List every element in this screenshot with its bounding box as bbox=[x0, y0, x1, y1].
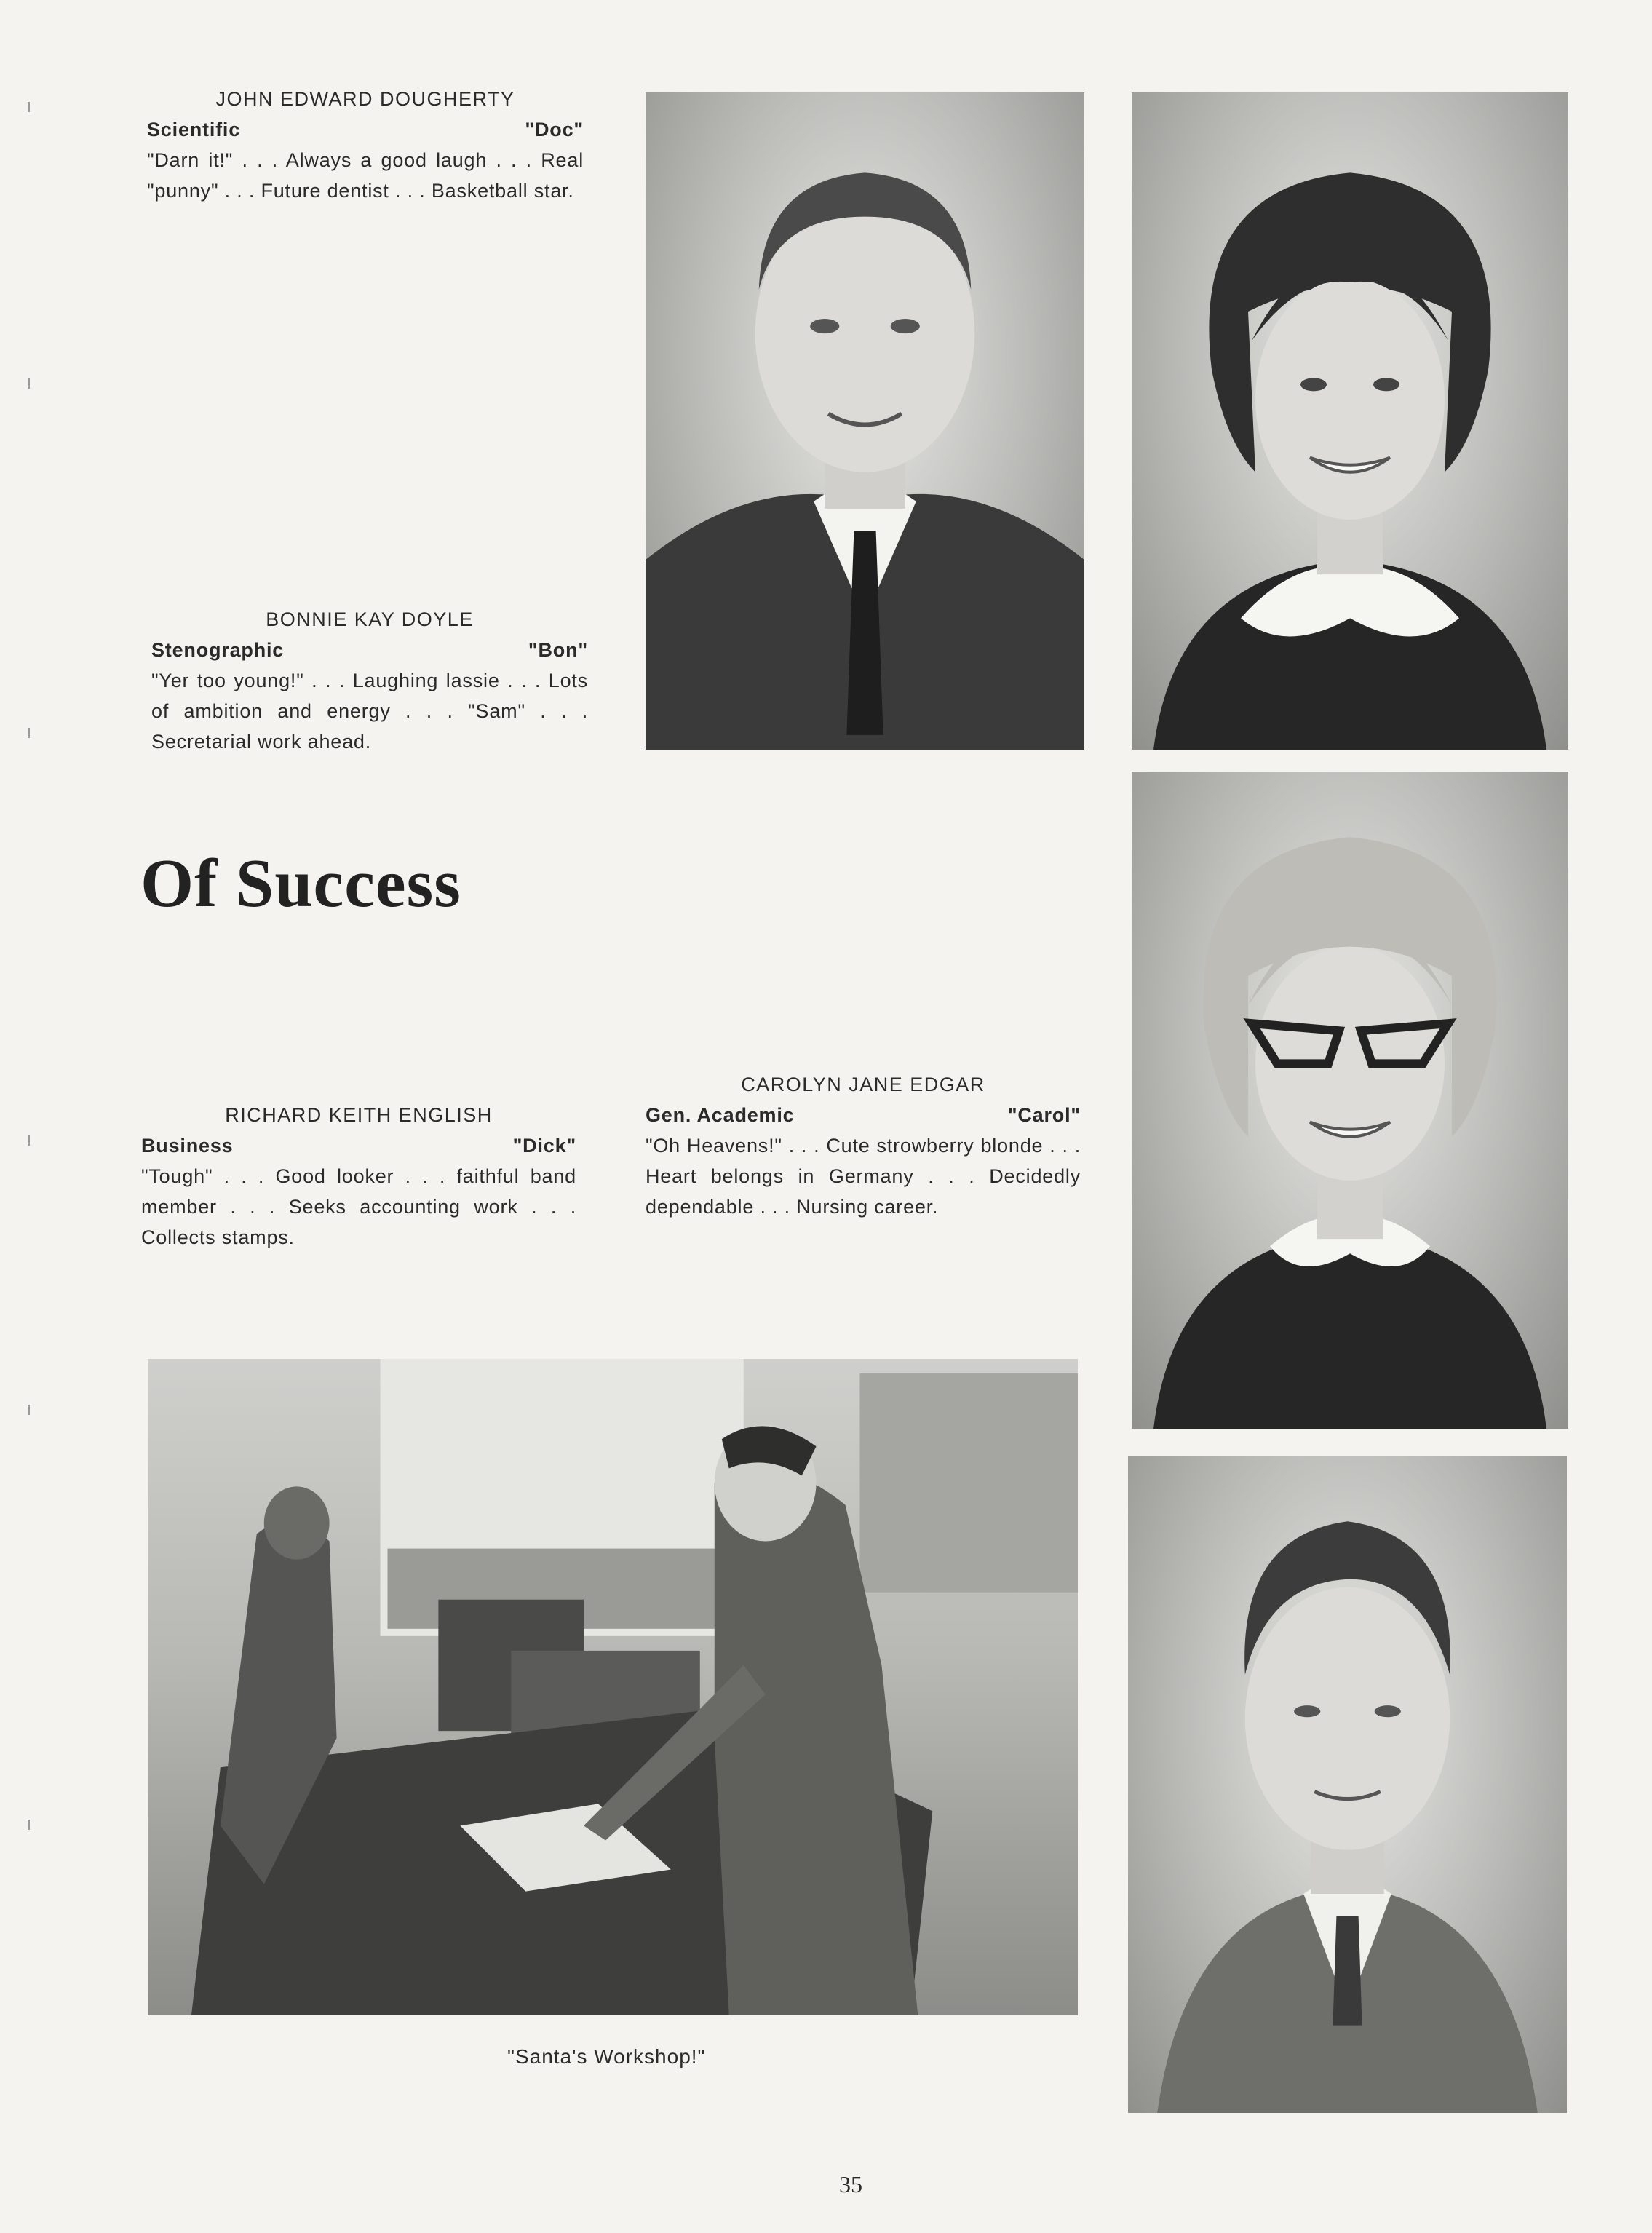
margin-mark bbox=[28, 1820, 30, 1830]
student-description: "Tough" . . . Good looker . . . faithful band member . . . Seeks accounting work . . . Collects stamps. bbox=[141, 1165, 576, 1248]
student-description: "Oh Heavens!" . . . Cute strowberry blonde . . . Heart belongs in Germany . . . Decidedly dependable . . . Nursing career. bbox=[646, 1135, 1081, 1218]
student-name: BONNIE KAY DOYLE bbox=[266, 608, 474, 630]
portrait-photo-english bbox=[1128, 1456, 1567, 2113]
course-row bbox=[151, 635, 588, 665]
margin-mark bbox=[28, 1405, 30, 1415]
student-name: CAROLYN JANE EDGAR bbox=[741, 1074, 985, 1095]
course-row bbox=[646, 1100, 1081, 1130]
page-heading: Of Success bbox=[140, 846, 461, 921]
student-course: Business bbox=[141, 1135, 234, 1157]
student-description: "Darn it!" . . . Always a good laugh . . . Real "punny" . . . Future dentist . . . Basketball star. bbox=[147, 149, 584, 202]
student-course: Scientific bbox=[147, 119, 241, 140]
margin-mark bbox=[28, 378, 30, 389]
portrait-photo-doyle bbox=[1132, 92, 1568, 750]
student-name: RICHARD KEITH ENGLISH bbox=[225, 1104, 493, 1126]
student-nickname: "Carol" bbox=[1007, 1104, 1081, 1126]
course-row bbox=[147, 114, 584, 145]
portrait-photo-dougherty bbox=[646, 92, 1084, 750]
margin-mark bbox=[28, 102, 30, 112]
student-name: JOHN EDWARD DOUGHERTY bbox=[215, 88, 515, 110]
student-nickname: "Dick" bbox=[512, 1135, 576, 1157]
course-row bbox=[141, 1130, 576, 1161]
student-course: Stenographic bbox=[151, 639, 285, 661]
portrait-photo-edgar bbox=[1132, 772, 1568, 1429]
student-entry-dougherty bbox=[147, 84, 584, 206]
margin-mark bbox=[28, 1135, 30, 1146]
student-description: "Yer too young!" . . . Laughing lassie . . . Lots of ambition and energy . . . "Sam" . . . Secretarial work ahead. bbox=[151, 670, 588, 753]
page-number: 35 bbox=[839, 2171, 862, 2197]
student-entry-doyle bbox=[151, 604, 588, 757]
workshop-photo bbox=[148, 1359, 1078, 2015]
student-entry-english bbox=[141, 1100, 576, 1253]
student-nickname: "Doc" bbox=[525, 119, 584, 140]
student-nickname: "Bon" bbox=[528, 639, 588, 661]
margin-mark bbox=[28, 728, 30, 738]
photo-caption: "Santa's Workshop!" bbox=[507, 2045, 706, 2068]
student-entry-edgar bbox=[646, 1069, 1081, 1222]
student-course: Gen. Academic bbox=[646, 1104, 795, 1126]
